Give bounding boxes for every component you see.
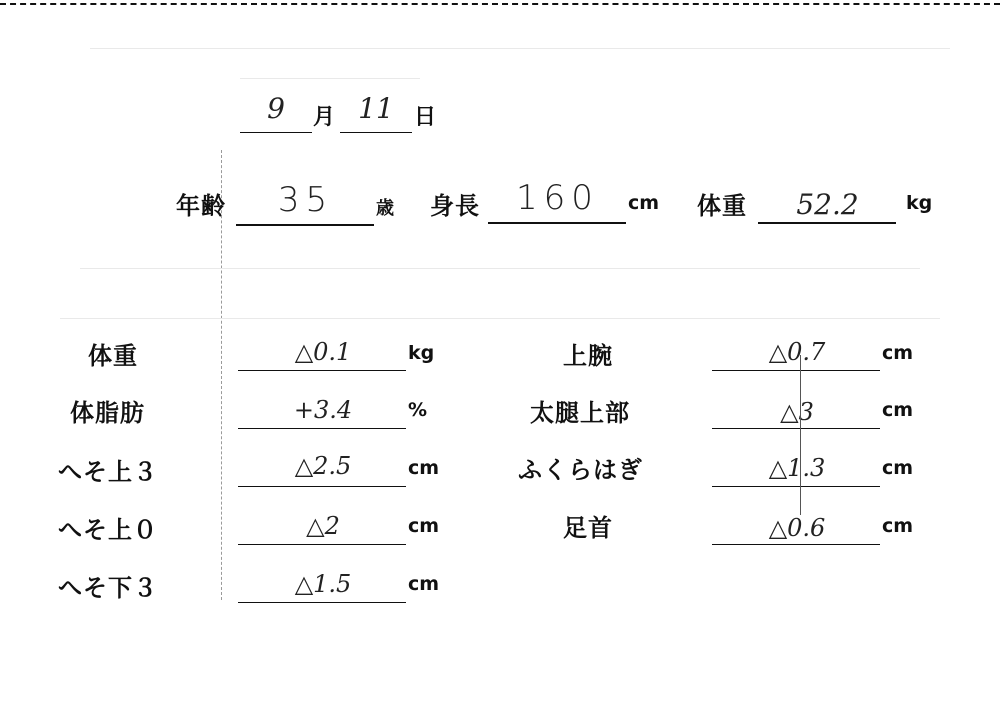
measurement-label: 体重 <box>88 342 138 370</box>
measurement-value: △0.6 <box>768 514 826 542</box>
day-line <box>340 132 412 133</box>
measurement-label: 体脂肪 <box>70 399 145 427</box>
height-line <box>488 222 626 224</box>
height-label: 身長 <box>430 192 480 220</box>
measurement-line <box>238 544 406 545</box>
day-value: 11 <box>358 92 394 125</box>
weight-value: 52.2 <box>796 188 859 221</box>
measurement-unit: cm <box>882 399 914 421</box>
age-label: 年齢 <box>176 192 226 220</box>
measurement-unit: cm <box>882 515 914 537</box>
height-value: 160 <box>516 178 599 218</box>
month-label: 月 <box>313 105 337 130</box>
measurement-value: △0.7 <box>768 338 826 366</box>
measurement-line <box>712 544 880 545</box>
measurement-unit: cm <box>408 457 440 479</box>
measurement-label: 上腕 <box>563 342 613 370</box>
measurement-unit: cm <box>408 515 440 537</box>
age-line <box>236 224 374 226</box>
show-through-line <box>240 78 420 79</box>
measurement-label: へそ下３ <box>58 574 158 602</box>
age-value: 35 <box>277 180 334 220</box>
day-label: 日 <box>414 105 438 130</box>
measurement-unit: kg <box>408 342 435 364</box>
height-unit: cm <box>628 192 660 214</box>
measurement-line <box>238 428 406 429</box>
measurement-line <box>238 370 406 371</box>
month-line <box>240 132 312 133</box>
measurement-value: △3 <box>780 398 814 426</box>
show-through-line <box>60 318 940 319</box>
show-through-line <box>80 268 920 269</box>
measurement-line <box>238 602 406 603</box>
measurement-value: △2 <box>306 512 340 540</box>
measurement-label: 太腿上部 <box>530 399 630 427</box>
measurement-value: △1.3 <box>768 454 826 482</box>
measurement-unit: cm <box>882 457 914 479</box>
measurement-line <box>712 370 880 371</box>
weight-label: 体重 <box>697 192 747 220</box>
month-value: 9 <box>267 92 285 125</box>
measurement-label: ふくらはぎ <box>518 456 643 484</box>
measurement-line <box>238 486 406 487</box>
measurement-unit: cm <box>882 342 914 364</box>
show-through-line <box>90 48 950 49</box>
measurement-value: △0.1 <box>294 338 352 366</box>
age-unit: 歳 <box>376 198 394 219</box>
weight-unit: kg <box>906 192 933 214</box>
weight-line <box>758 222 896 224</box>
cut-line <box>0 3 1000 5</box>
measurement-label: 足首 <box>563 514 613 542</box>
measurement-value: +3.4 <box>293 396 353 424</box>
measurement-line <box>712 486 880 487</box>
measurement-line <box>712 428 880 429</box>
measurement-label: へそ上０ <box>58 516 158 544</box>
measurement-unit: cm <box>408 573 440 595</box>
measurement-label: へそ上３ <box>58 458 158 486</box>
measurement-value: △1.5 <box>294 570 352 598</box>
pen-stroke-mark <box>800 355 801 515</box>
measurement-value: △2.5 <box>294 452 352 480</box>
measurement-unit: % <box>408 399 428 421</box>
